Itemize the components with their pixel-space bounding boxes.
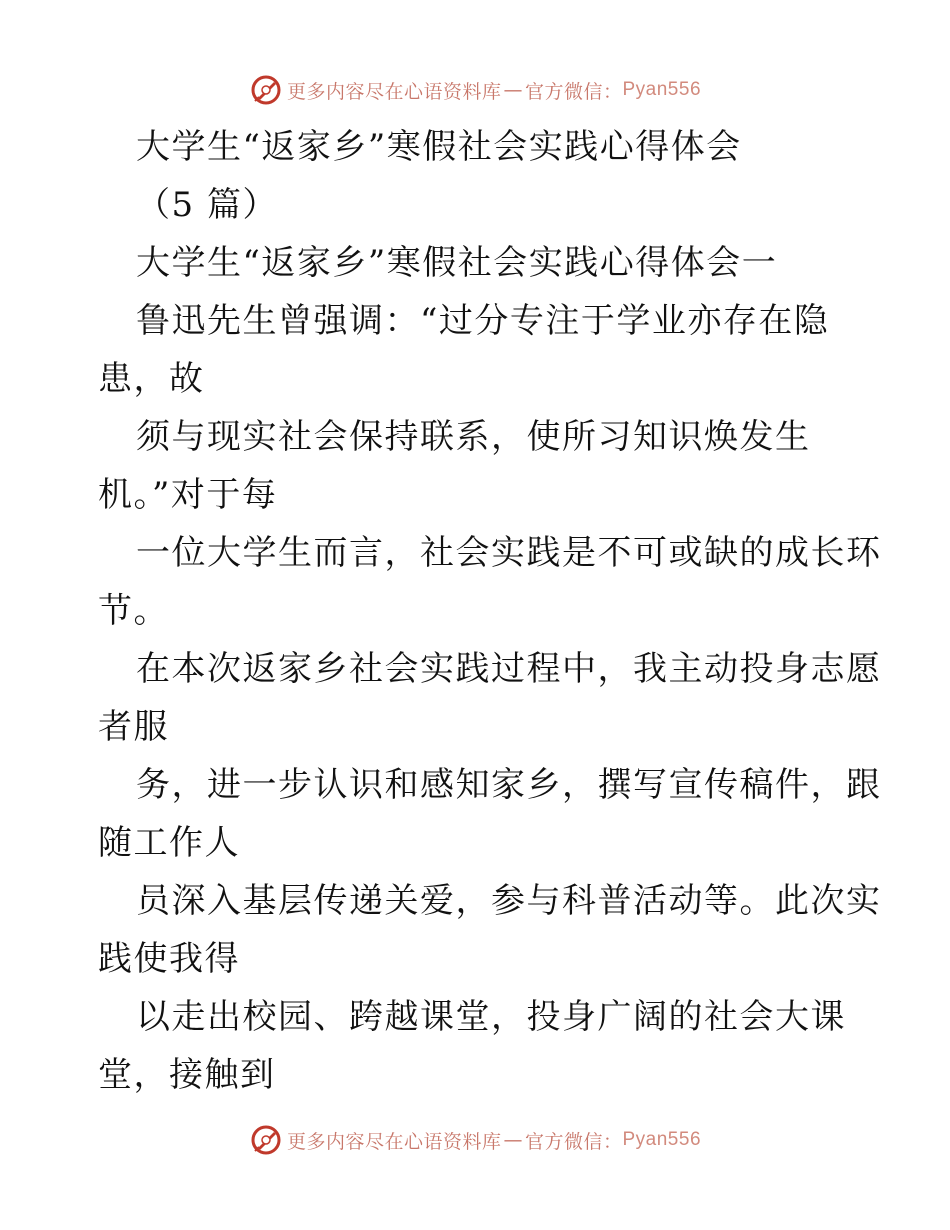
paragraph-line: 一位大学生而言，社会实践是不可或缺的成长环 (136, 533, 882, 573)
paragraph-line: 须与现实社会保持联系，使所习知识焕发生 (136, 417, 811, 457)
paragraph-line: 员深入基层传递关爱，参与科普活动等。此次实 (136, 881, 882, 921)
document-title: 大学生“返家乡”寒假社会实践心得体会 (136, 127, 742, 167)
paragraph-line: 鲁迅先生曾强调：“过分专注于学业亦存在隐 (136, 301, 830, 341)
paragraph-line: 者服 (98, 707, 169, 747)
footer-watermark (0, 1120, 950, 1160)
watermark-separator: — (503, 79, 523, 101)
watermark-wechat-id: Pyan556 (622, 1129, 702, 1150)
paragraph-line: 在本次返家乡社会实践过程中，我主动投身志愿 (136, 649, 882, 689)
watermark-site-name: 更多内容尽在心语资料库 (286, 80, 502, 103)
quill-seal-icon (249, 1123, 283, 1157)
watermark-separator: — (503, 1129, 523, 1151)
paragraph-line: 务，进一步认识和感知家乡，撰写宣传稿件，跟 (136, 765, 882, 805)
paragraph-line: 随工作人 (98, 823, 240, 863)
watermark-wechat-label: 官方微信： (524, 80, 623, 103)
watermark-wechat-label: 官方微信： (524, 1130, 623, 1153)
paragraph-line: 践使我得 (98, 939, 240, 979)
paragraph-line: 以走出校园、跨越课堂，投身广阔的社会大课 (136, 997, 846, 1037)
watermark-wechat-id: Pyan556 (622, 79, 702, 100)
paragraph-line: 机。”对于每 (98, 475, 278, 515)
paragraph-line: 节。 (98, 591, 169, 631)
document-title-count: （5 篇） (136, 185, 278, 225)
paragraph-line: 患，故 (98, 359, 205, 399)
paragraph-line: 堂，接触到 (98, 1055, 276, 1095)
watermark-site-name: 更多内容尽在心语资料库 (286, 1130, 502, 1153)
section-heading: 大学生“返家乡”寒假社会实践心得体会一 (136, 243, 778, 283)
